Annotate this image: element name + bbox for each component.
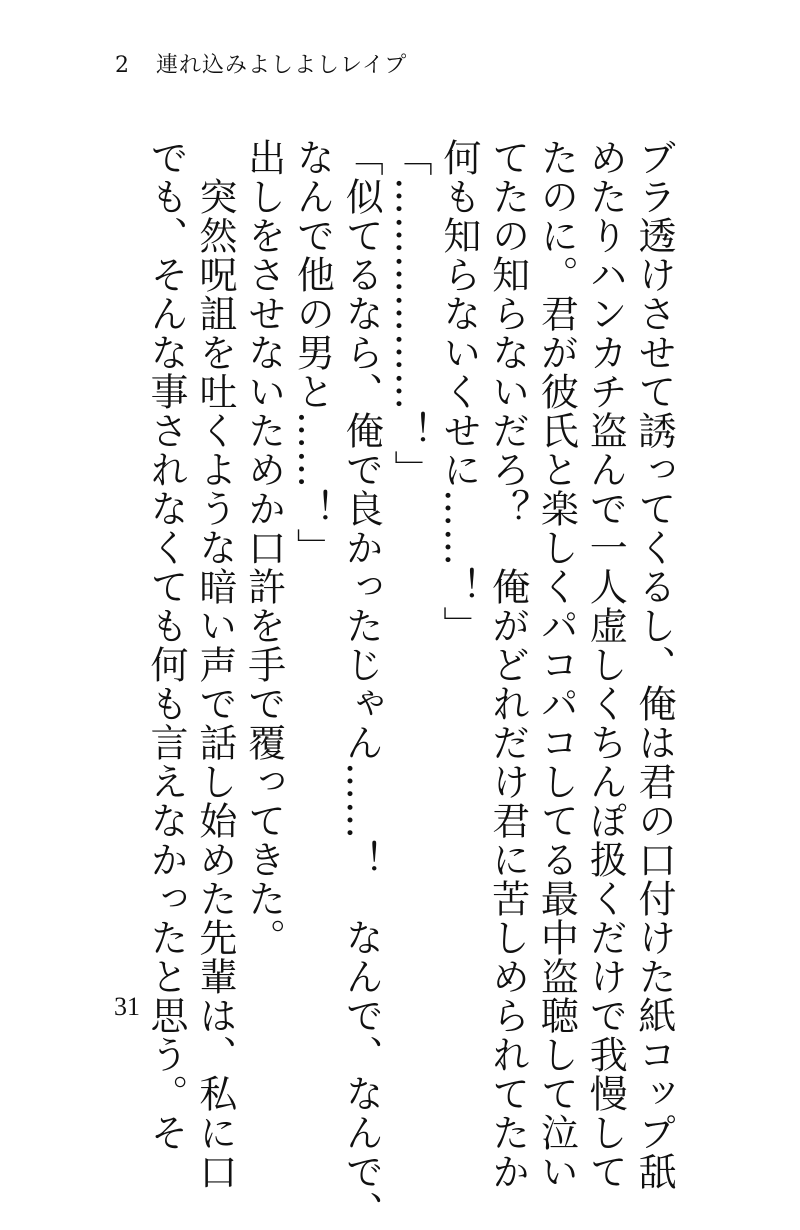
- text-column: 「似てるなら、俺で良かったじゃん……！ なんで、なんで、: [339, 138, 384, 1230]
- text-column: たのに。君が彼氏と楽しくパコパコしてる最中盗聴して泣い: [534, 138, 579, 1191]
- chapter-title: 連れ込みよしよしレイプ: [156, 53, 408, 78]
- text-column: 出しをさせないためか口許を手で覆ってきた。: [241, 138, 286, 957]
- text-column: てたの知らないだろ？ 俺がどれだけ君に苦しめられてたか: [485, 138, 530, 1191]
- page-number: 31: [114, 992, 140, 1021]
- chapter-number: 2: [115, 53, 130, 78]
- text-column: 「………………！」: [388, 138, 433, 489]
- text-column: なんで他の男と……！」: [290, 138, 335, 567]
- text-column: でも、そんな事されなくても何も言えなかったと思う。そ: [144, 138, 189, 1152]
- text-column: ブラ透けさせて誘ってくるし、俺は君の口付けた紙コップ舐: [632, 138, 676, 1191]
- text-column: 突然呪詛を吐くような暗い声で話し始めた先輩は、私に口: [192, 138, 237, 1191]
- text-column: 何も知らないくせに……！」: [436, 138, 481, 645]
- running-header: [115, 48, 407, 79]
- body-text: [141, 138, 678, 1230]
- text-column: めたりハンカチ盗んで一人虚しくちんぽ扱くだけで我慢して: [583, 138, 628, 1191]
